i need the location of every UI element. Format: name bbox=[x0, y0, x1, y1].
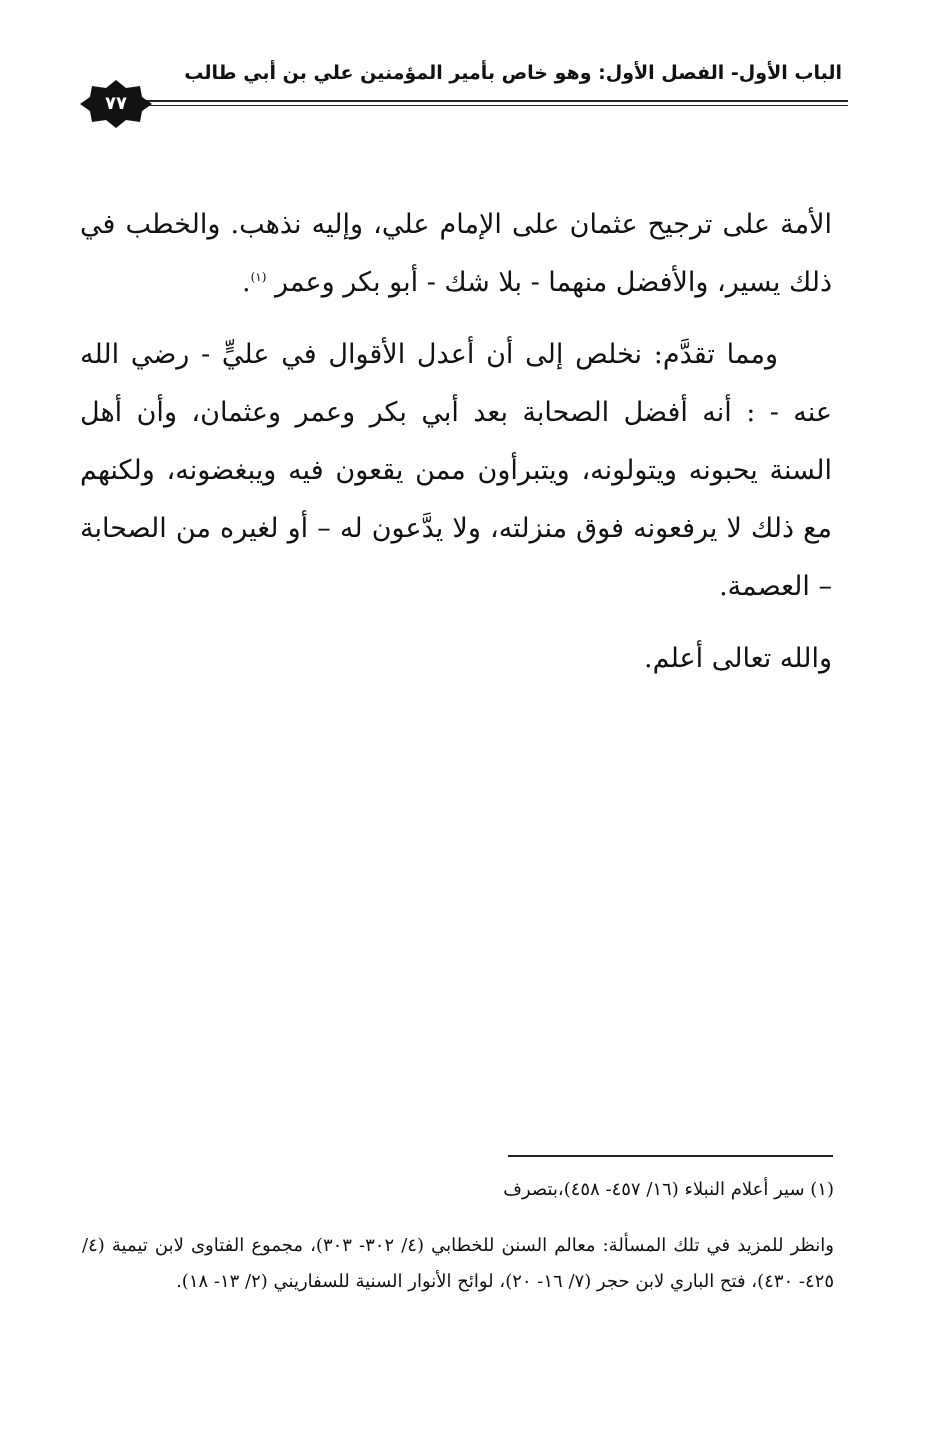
paragraph-3 bbox=[80, 630, 832, 688]
paragraph-1-end: . bbox=[242, 267, 251, 298]
page-header bbox=[78, 62, 848, 132]
header-rule bbox=[144, 100, 848, 106]
page-number: ٧٧ bbox=[105, 93, 127, 114]
page-number-badge bbox=[80, 80, 152, 128]
footnote-1: (١) سير أعلام النبلاء (١٦/ ٤٥٧- ٤٥٨)،بتصرف bbox=[503, 1179, 834, 1200]
paragraph-2 bbox=[80, 326, 832, 616]
footnotes bbox=[82, 1172, 834, 1300]
paragraph-1-text: الأمة على ترجيح عثمان على الإمام علي، وإليه نذهب. والخطب في ذلك يسير، والأفضل منهما - بلا شك - أبو بكر وعمر bbox=[80, 209, 832, 298]
paragraph-2-text: ومما تقدَّم: نخلص إلى أن أعدل الأقوال في عليٍّ - رضي الله عنه - : أنه أفضل الصحابة بعد أبي بكر وعمر وعثمان، وأن أهل السنة يحبونه ويتولونه، ويتبرأون ممن يقعون فيه ويبغضونه، ولكنهم مع ذلك لا يرفعونه فوق منزلته، ولا يدَّعون له – أو لغيره من الصحابة – العصمة. bbox=[80, 339, 832, 602]
footnote-further-reading: وانظر للمزيد في تلك المسألة: معالم السنن للخطابي (٤/ ٣٠٢- ٣٠٣)، مجموع الفتاوى لابن تيمية (٤/ ٤٢٥- ٤٣٠)، فتح الباري لابن حجر (٧/ ١٦- ٢٠)، لوائح الأنوار السنية للسفاريني (٢/ ١٣- ١٨). bbox=[82, 1235, 834, 1292]
running-title: الباب الأول- الفصل الأول: وهو خاص بأمير المؤمنين علي بن أبي طالب bbox=[184, 62, 842, 84]
footnote-separator bbox=[508, 1155, 833, 1157]
paragraph-1 bbox=[80, 196, 832, 312]
main-text bbox=[80, 196, 832, 688]
footnote-reference: (١) bbox=[250, 270, 267, 284]
paragraph-3-text: والله تعالى أعلم. bbox=[644, 643, 832, 674]
